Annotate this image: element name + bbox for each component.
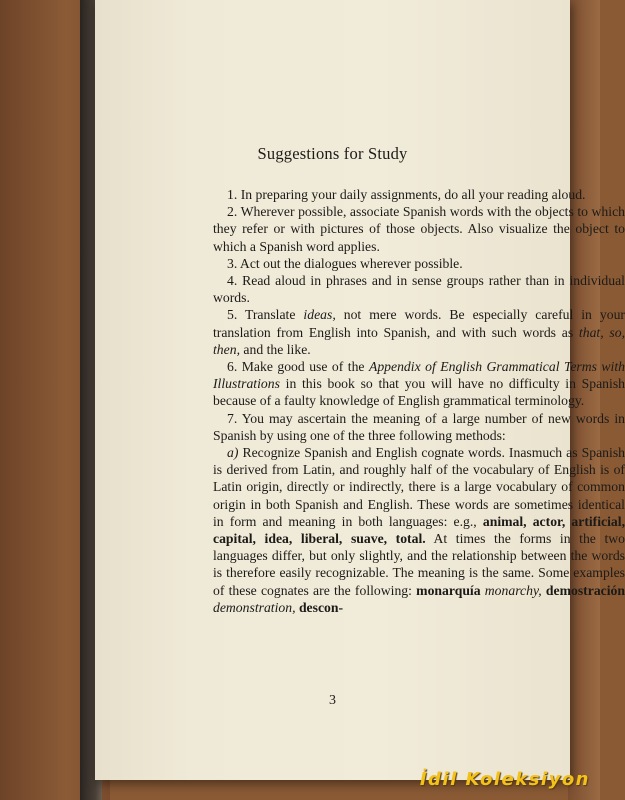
text-run: At times the forms in the two languages differ, but only slightly, and the relationship between the words is therefore easily recognizable. The meaning is the same. Some examples of these cognates are the following: — [213, 531, 625, 598]
page-title: Suggestions for Study — [257, 144, 408, 163]
text-run: that, so, then, — [213, 324, 625, 357]
text-run: not mere words. Be especially careful in your translation from English into Spanish, and with such words as — [213, 307, 625, 340]
text-run: monarquía — [416, 582, 481, 598]
text-run: 5. Translate — [227, 307, 304, 323]
text-run: 3. Act out the dialogues wherever possible. — [227, 255, 463, 271]
text-run: a) — [227, 445, 239, 461]
text-run: 7. You may ascertain the meaning of a large number of new words in Spanish by using one of the three following methods: — [213, 410, 625, 443]
text-run: demonstration, — [213, 599, 296, 615]
watermark-text: İdil Koleksiyon — [419, 769, 590, 790]
text-run: animal, actor, artificial, capital, idea, liberal, suave, total. — [213, 513, 625, 547]
text-run: Recognize Spanish and English cognate words. Inasmuch as Spanish is derived from Latin, and roughly half of the vocabulary of English is of Latin origin, directly or indirectly, there is a large vocabulary of common origin in both Spanish and English. These words are sometimes identical in form and meaning in both languages: e.g., — [213, 445, 625, 529]
paragraph-7a — [213, 444, 625, 616]
text-run: 1. In preparing your daily assignments, do all your reading aloud. — [227, 187, 586, 202]
page-body — [213, 186, 625, 616]
paragraph-7 — [213, 410, 625, 444]
paragraph-1 — [213, 186, 625, 203]
text-run: Appendix of English Grammatical Terms with Illustrations — [213, 359, 625, 392]
text-run: monarchy, — [484, 582, 542, 598]
text-run: in this book so that you will have no difficulty in Spanish because of a faulty knowledge of English grammatical terminology. — [213, 376, 625, 409]
page-number: 3 — [329, 693, 336, 708]
text-run: 4. Read aloud in phrases and in sense groups rather than in individual words. — [213, 273, 625, 306]
paragraph-6 — [213, 358, 625, 410]
paragraph-5 — [213, 306, 625, 358]
text-run: demostración — [545, 582, 625, 598]
text-run: 6. Make good use of the — [227, 359, 369, 375]
text-run: 2. Wherever possible, associate Spanish words with the objects to which they refer or with pictures of those objects. Also visualize the object to which a Spanish word applies. — [213, 204, 625, 254]
paragraph-3 — [213, 255, 625, 272]
paragraph-4 — [213, 272, 625, 306]
text-run: ideas, — [303, 307, 336, 323]
text-run: and the like. — [240, 341, 311, 357]
paragraph-2 — [213, 203, 625, 255]
text-run: descon- — [298, 599, 344, 615]
